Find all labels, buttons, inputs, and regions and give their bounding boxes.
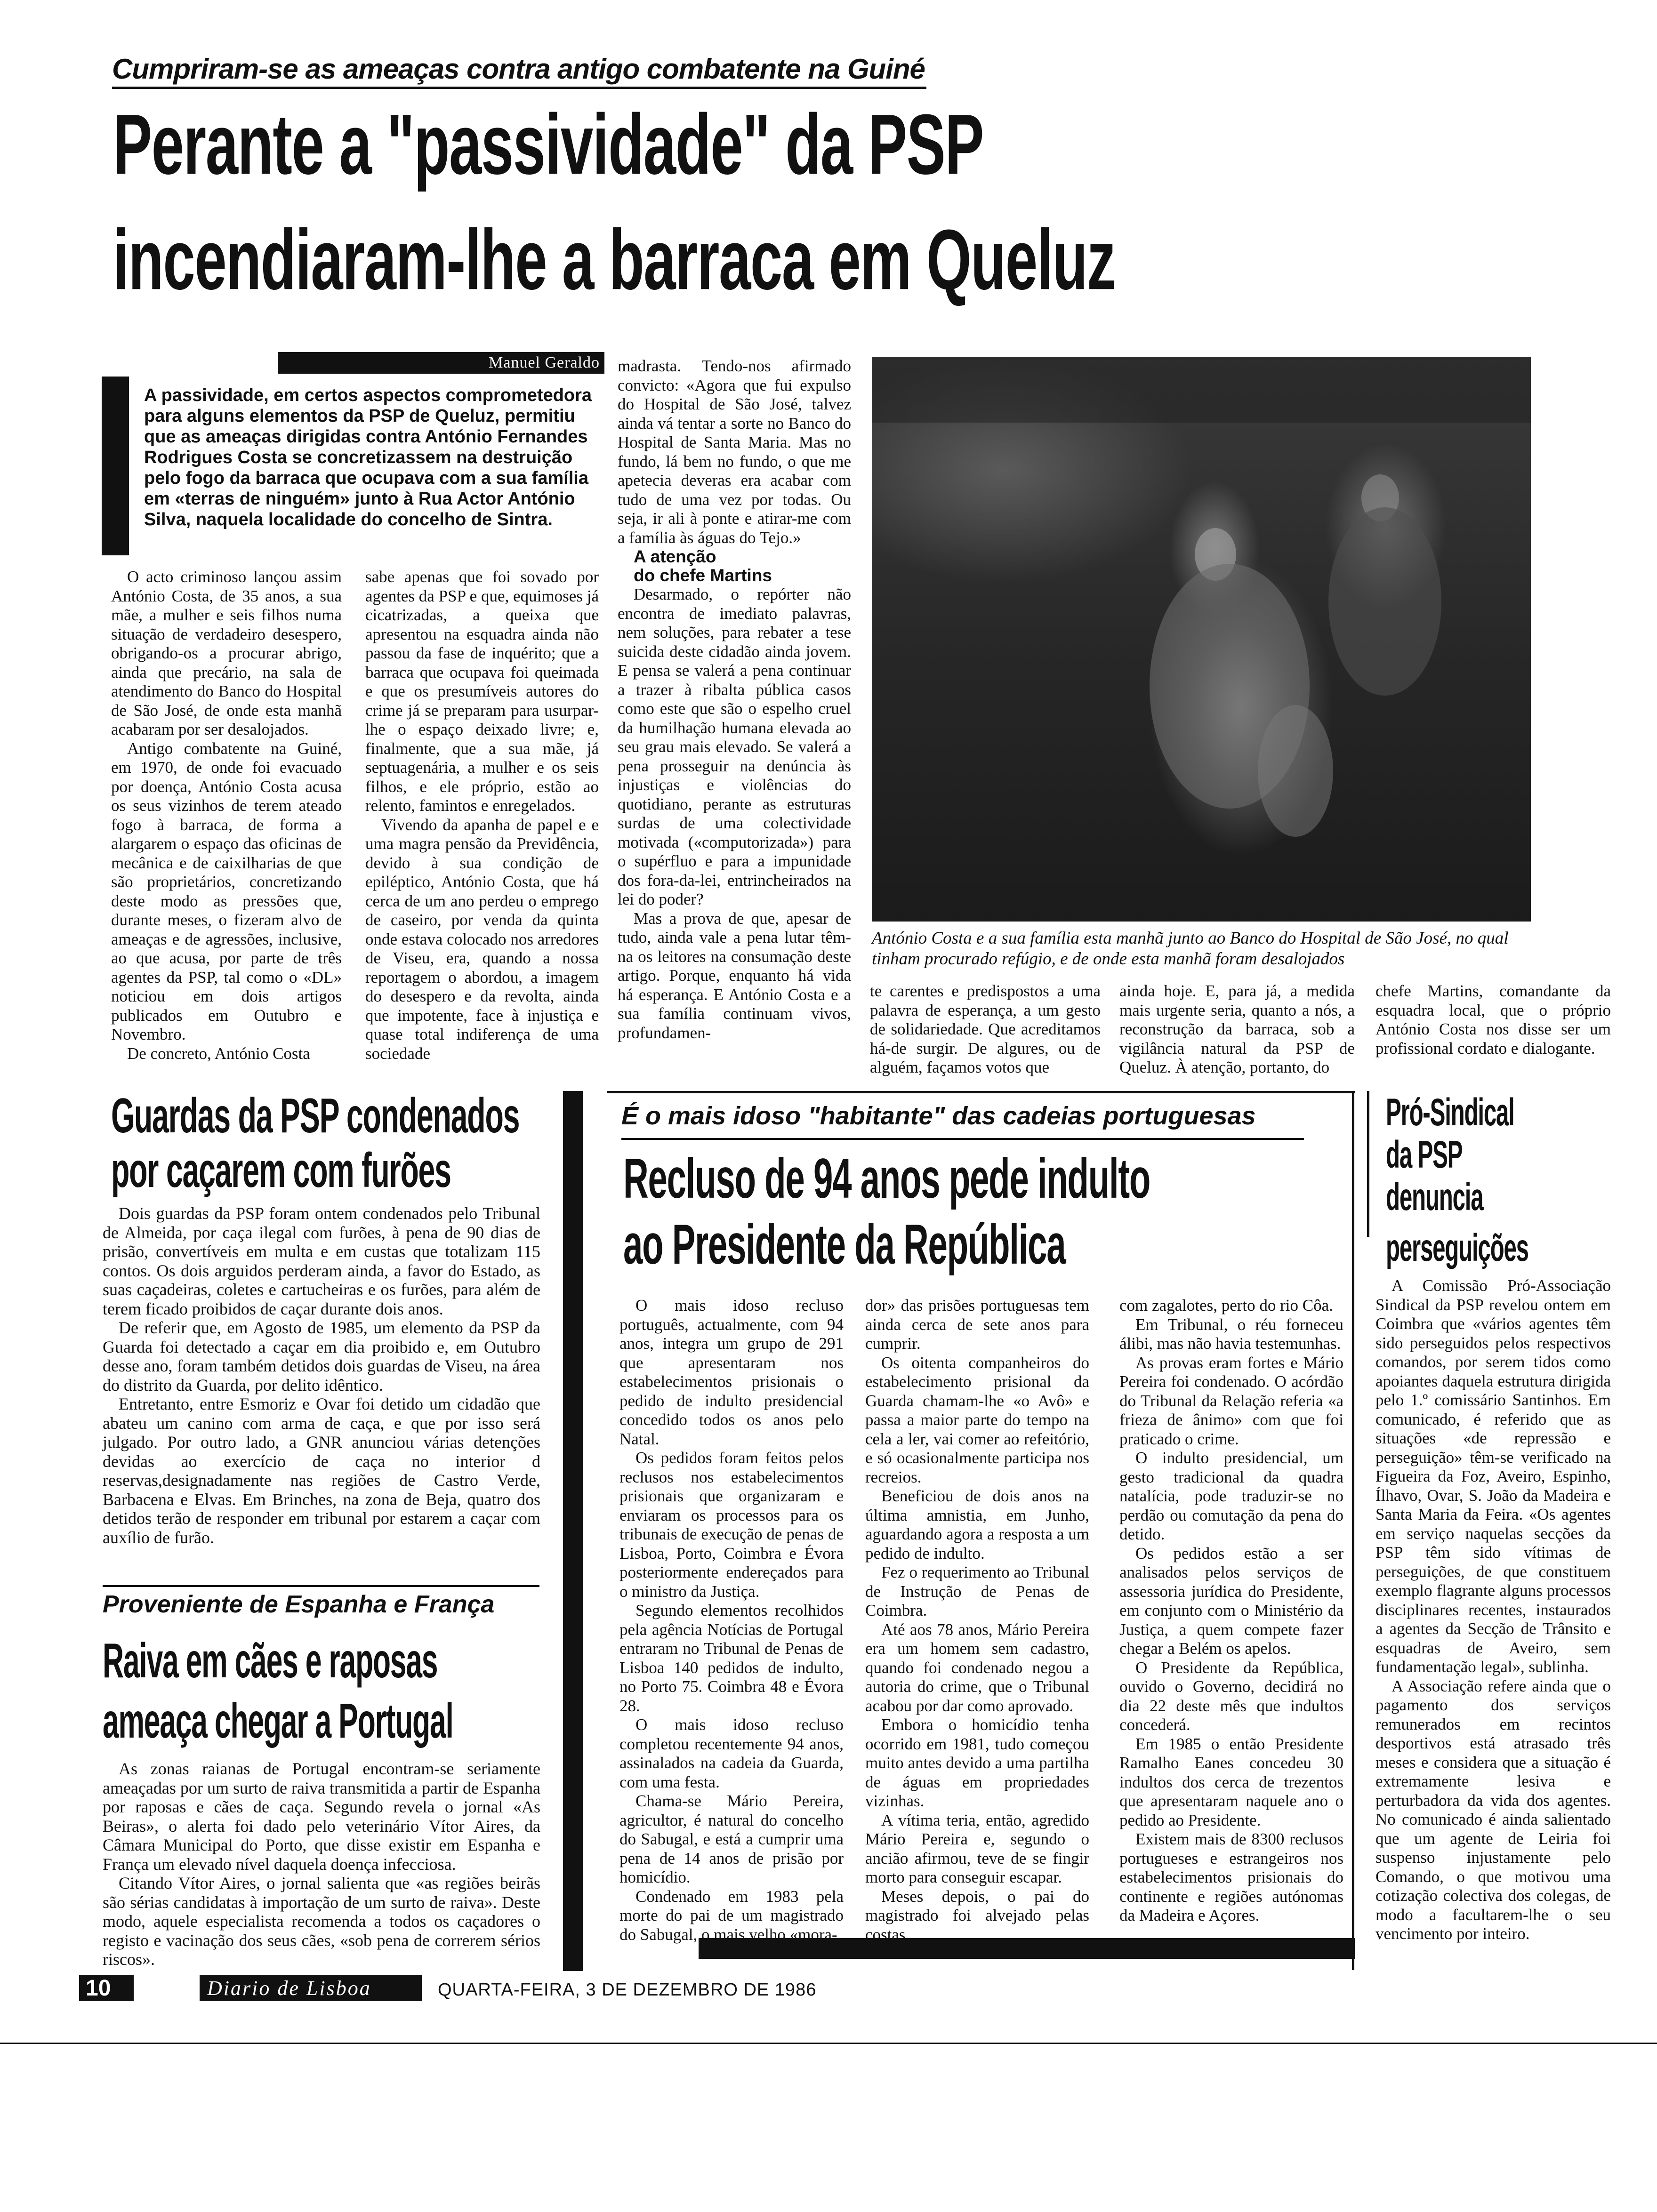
main-col3-para: Mas a prova de que, apesar de tudo, ainda vale a pena lutar têm-na os leitores na consumação deste artigo. Porque, enquanto há vida há esperança. E António Costa e a sua família continuam vivos, profundamen- [618,909,851,1042]
subhead-line2: do chefe Martins [634,566,772,585]
recluso-headline-line2: ao Presidente da República [623,1213,1066,1276]
figure-body [1328,507,1441,696]
main-col1-para: O acto criminoso lançou assim António Costa, de 35 anos, a sua mãe, a mulher e seis filhos numa situação de verdadeiro desespero, obrigando-os a procurar abrigo, ainda que precário, na sala de atendimento do Banco do Hospital de São José, de onde esta manhã acabaram por ser desalojados. [111,568,342,738]
recluso-box-right [1352,1091,1354,1970]
subhead-line1: A atenção [634,547,716,566]
guardas-para: De referir que, em Agosto de 1985, um elemento da PSP da Guarda foi detectado a caçar em dia proibido e, em Outubro desse ano, foram também detidos dois guardas de Viseu, na área do distrito da Guarda, por delito idêntico. [103,1318,540,1395]
main-column-2 [365,568,599,1082]
guardas-headline-line2: por caçarem com furões [111,1143,451,1198]
page-number-box [79,1975,134,2001]
guardas-headline-line1: Guardas da PSP condenados [111,1089,520,1143]
byline: Manuel Geraldo [489,354,600,371]
raiva-body [103,1759,540,1969]
family-photo-figures [872,357,1531,922]
sindical-headline-line2: da PSP [1386,1133,1463,1176]
main-col3-intro: madrasta. Tendo-nos afirmado convicto: «Agora que fui expulso do Hospital de São José, talvez ainda vá tentar a sorte no Banco do Hospital de Santa Maria. Mas no fundo, lá bem no fundo, o que me apetecia deveras era acabar com tudo de uma vez por todas. Ou seja, ir ali à ponte e atirar-me com a família às águas do Tejo.» [618,357,851,547]
figure-child [1258,705,1333,837]
raiva-para: Citando Vítor Aires, o jornal salienta que «as regiões beirãs são sérias candidatas à importação de um surto de raiva». Deste modo, aquele especialista recomenda a todos os caçadores o registo e vacinação dos seus cães, «sob pena de correrem sérios riscos». [103,1874,540,1969]
main-column-3 [618,357,851,1082]
page-number: 10 [86,1976,111,2001]
guardas-para: Dois guardas da PSP foram ontem condenados pelo Tribunal de Almeida, por caça ilegal com furões, à pena de 90 dias de prisão, convertíveis em multa e em custas que totalizam 115 contos. Os dois arguidos perderam ainda, a favor do Estado, as suas caçadeiras, coletes e cartucheiras e os furões, para além de terem ficado proibidos de caçar durante dois anos. [103,1204,540,1318]
main-col2-para: sabe apenas que foi sovado por agentes da PSP e que, equimoses já cicatrizadas, a queixa que apresentou na esquadra ainda não passou da fase de inquérito; que a barraca que ocupava foi queimada e que os presumíveis autores do crime já se preparam para usurpar-lhe o espaço deixado livre; e, finalmente, que a sua mãe, já septuagenária, a mulher e os seis filhos, e ele próprio, estão ao relento, famintos e enregelados. [365,568,599,815]
raiva-kicker: Proveniente de Espanha e França [103,1591,495,1618]
main-col1-para: Antigo combatente na Guiné, em 1970, de onde foi evacuado por doença, António Costa acusa os seus vizinhos de terem ateado fogo à barraca, de forma a alargarem o espaço das oficinas de mecânica e de caixilharias de que são proprietários, concretizando deste modo as pressões que, durante meses, o fizeram alvo de ameaças e de agressões, inclusive, ao que acusa, por parte de três agentes da PSP, tal como o «DL» noticiou em dois artigos publicados em Outubro e Novembro. [111,739,342,1043]
recluso-column-1: O mais idoso recluso português, actualmente, com 94 anos, integra um grupo de 291 que apresentaram nos estabelecimentos prisionais o pedido de indulto presidencial concedido todos os anos pelo Natal. Os pedidos foram feitos pelos reclusos nos estabelecimentos prisionais que organizaram e enviaram os processos para os tribunais de execução de penas de Lisboa, Porto, Coimbra e Évora posteriormente endereçados para o ministro da Justiça. Segundo elementos recolhidos pela agência Notícias de Portugal entraram no Tribunal de Penas de Lisboa 140 pedidos de indulto, no Porto 75. Coimbra 48 e Évora 28. O mais idoso recluso completou recentemente 94 anos, assinalados na cadeia da Guarda, com uma festa. Chama-se Mário Pereira, agricultor, é natural do concelho do Sabugal, e está a cumprir uma pena de 14 anos de prisão por homicídio. Condenado em 1983 pela morte do pai de um magistrado do Sabugal, o mais velho «mora- [619,1296,844,1944]
main-column-1 [111,568,342,1082]
recluso-column-2: dor» das prisões portuguesas tem ainda cerca de sete anos para cumprir. Os oitenta companheiros do estabelecimento prisional da Guarda chamam-lhe «o Avô» e passa a maior parte do tempo na cela a ler, vai comer ao refeitório, e só ocasionalmente participa nos recreios. Beneficiou de dois anos na última amnistia, em Junho, aguardando agora a resposta a um pedido de indulto. Fez o requerimento ao Tribunal de Instrução de Penas de Coimbra. Até aos 78 anos, Mário Pereira era um homem sem cadastro, quando foi condenado negou a autoria do crime, que o Tribunal acabou por dar como aprovado. Embora o homicídio tenha ocorrido em 1981, tudo começou muito antes devido a uma partilha de águas em propriedades vizinhas. A vítima teria, então, agredido Mário Pereira e, segundo o ancião afirmou, teve de se fingir morto para conseguir escapar. Meses depois, o pai do magistrado foi alvejado pelas costas, [865,1296,1089,1944]
main-col1-para: De concreto, António Costa [127,1044,310,1063]
lead-initial: I [102,377,129,555]
sindical-headline-line1: Pró-Sindical [1386,1091,1514,1134]
byline-bar [278,352,604,374]
main-col3-para: Desarmado, o repórter não encontra de imediato palavras, nem soluções, para rebater a tese suicida deste cidadão ainda jovem. E pensa se valerá a pena continuar a trazer à ribalta pública casos como este que são o espelho cruel da humilhação humana elevada ao seu grau mais elevado. Se valerá a pena prosseguir na denúncia às injustiças e violências do quotidiano, perante as estruturas surdas de uma colectividade motivada («computorizada») para o supérfluo e para a impunidade dos fora-da-lei, entrincheirados na lei do poder? [618,585,851,908]
recluso-headline-line1: Recluso de 94 anos pede indulto [623,1147,1150,1210]
main-col2-para: Vivendo da apanha de papel e e uma magra pensão da Previdência, devido à sua condição de epiléptico, António Costa, que há cerca de um ano perdeu o emprego de caseiro, por venda da quinta onde estava colocado nos arredores de Viseu, era, quando a nossa reportagem o abordou, a imagem do desespero e da revolta, ainda que impotente, face à injustiça e quase total indiferença de uma sociedade [365,815,599,1063]
raiva-headline-line1: Raiva em cães e raposas [103,1634,438,1688]
sindical-body [1375,1276,1611,1964]
vertical-rule-left [563,1091,583,1971]
raiva-rule [103,1585,539,1587]
recluso-kicker-rule [621,1138,1304,1140]
lead-paragraph: A passividade, em certos aspectos comprometedora para alguns elementos da PSP de Queluz, permitiu que as ameaças dirigidas contra António Fernandes Rodrigues Costa se concretizassem na destruição pelo fogo da barraca que ocupava com a sua família em «terras de ninguém» junto à Rua Actor António Silva, naquela localidade do concelho de Sintra. [144,385,592,529]
recluso-column-3: com zagalotes, perto do rio Côa. Em Tribunal, o réu forneceu álibi, mas não havia testemunhas. As provas eram fortes e Mário Pereira foi condenado. O acórdão do Tribunal da Relação referia «a frieza de ânimo» com que foi praticado o crime. O indulto presidencial, um gesto tradicional da quadra natalícia, pode traduzir-se no perdão ou comutação da pena do detido. Os pedidos estão a ser analisados pelos serviços de assessoria jurídica do Presidente, em conjunto com o Ministério da Justiça, a quem compete fazer chegar a Belém os apelos. O Presidente da República, ouvido o Governo, decidirá no dia 22 deste mês que indultos concederá. Em 1985 o então Presidente Ramalho Eanes concedeu 30 indultos dos cerca de trezentos que apresentaram naquele ano o pedido ao Presidente. Existem mais de 8300 reclusos portugueses e estrangeiros nos estabelecimentos prisionais do continente e regiões autónomas da Madeira e Açores. [1119,1296,1343,1924]
recluso-box-top [607,1091,1355,1093]
main-kicker: Cumpriram-se as ameaças contra antigo combatente na Guiné [112,53,925,85]
masthead: Diario de Lisboa [207,1977,371,2000]
sindical-headline-line4: perseguições [1386,1226,1528,1269]
wall-shadow [872,357,1531,423]
recluso-kicker: É o mais idoso "habitante" das cadeias portuguesas [621,1102,1256,1130]
main-column-4: te carentes e predispostos a uma palavra de esperança, a um gesto de solidariedade. Que acreditamos há-de surgir. De algures, ou de alguém, façamos votos que [870,982,1101,1076]
sindical-para: A Comissão Pró-Associação Sindical da PSP revelou ontem em Coimbra que «vários agentes têm sido perseguidos pelos respectivos comandos, por serem tidos como apoiantes daquela estrutura dirigida pelo 1.º comissário Santinhos. Em comunicado, é referido que as situações «de repressão e perseguição» têm-se verificado na Figueira da Foz, Aveiro, Espinho, Ílhavo, Ovar, S. João da Madeira e Santa Maria da Feira. «Os agentes em serviço naquelas secções da PSP têm sido vítimas de perseguições, de que constituem exemplo flagrante alguns processos disciplinares recentes, instaurados a agentes da Secção de Trânsito e esquadras de Aveiro, sem fundamentação legal», sublinha. [1375,1276,1611,1676]
kicker-underline [112,87,926,89]
family-photo [872,357,1531,922]
main-column-6: chefe Martins, comandante da esquadra local, que o próprio António Costa nos disse ser um profissional cordato e dialogante. [1375,982,1611,1058]
sindical-para: A Associação refere ainda que o pagamento dos serviços remunerados em recintos desportivos está atrasado três meses e considera que a situação é extremamente lesiva e perturbadora da vida dos agentes. No comunicado é ainda salientado que um agente de Leiria foi suspenso injustamente pelo Comando, o que motivou uma cotização colectiva dos colegas, de modo a facultarem-lhe o seu vencimento por inteiro. [1375,1676,1611,1943]
vertical-rule-right [1367,1091,1369,1237]
footer-date: QUARTA-FEIRA, 3 DE DEZEMBRO DE 1986 [438,1980,817,2000]
raiva-headline-line2: ameaça chegar a Portugal [103,1694,453,1748]
guardas-body [103,1204,540,1576]
footer-rule [0,2043,1657,2044]
main-headline-line2: incendiaram-lhe a barraca em Queluz [113,212,1116,307]
raiva-para: As zonas raianas de Portugal encontram-se seriamente ameaçadas por um surto de raiva transmitida a partir de Espanha por raposas e cães de caça. Segundo revela o jornal «As Beiras», o alerta foi dado pelo veterinário Vítor Aires, da Câmara Municipal do Porto, que disse existir em Espanha e França um elevado nível daquela doença infecciosa. [103,1759,540,1874]
main-column-5: ainda hoje. E, para já, a medida mais urgente seria, quanto a nós, a reconstrução da barraca, sob a vigilância natural da PSP de Queluz. À atenção, portanto, do [1119,982,1355,1076]
main-headline-line1: Perante a "passividade" da PSP [113,96,984,192]
guardas-para: Entretanto, entre Esmoriz e Ovar foi detido um cidadão que abateu um canino com arma de caça, e que por isso será julgado. Por outro lado, a GNR anunciou várias detenções devidas ao exercício de caça no interior d reservas,designadamente nas regiões de Castro Verde, Barbacena e Elvas. Em Brinches, na zona de Beja, quatro dos detidos terão de responder em tribunal por estarem a caçar com auxílio de furão. [103,1395,540,1547]
photo-caption: António Costa e a sua família esta manhã junto ao Banco do Hospital de São José, no qual tinham procurado refúgio, e de onde esta manhã foram desalojados [872,929,1509,969]
masthead-box [200,1975,422,2001]
sindical-headline-line3: denuncia [1386,1176,1483,1218]
